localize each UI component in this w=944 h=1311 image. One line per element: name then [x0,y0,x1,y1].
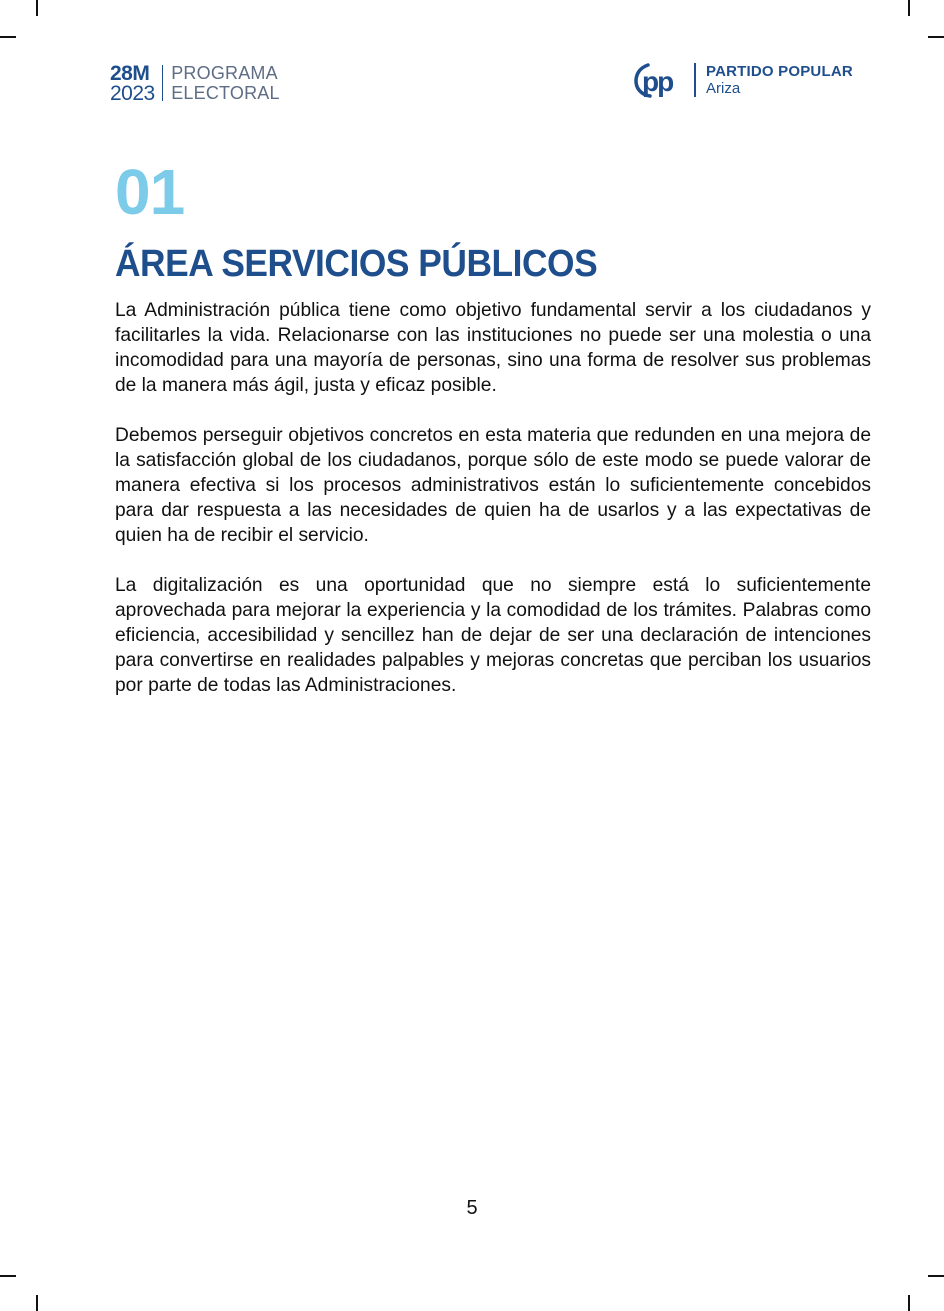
crop-mark-top-right-h [928,36,944,38]
party-divider [694,63,696,97]
party-label [706,64,853,97]
crop-mark-bottom-left-h [0,1275,16,1277]
section-body [115,298,871,723]
crop-mark-top-left-v [36,0,38,16]
svg-text:pp: pp [642,66,673,97]
party-brand [634,60,853,100]
crop-mark-bottom-right-v [908,1295,910,1311]
party-name: PARTIDO POPULAR [706,62,853,80]
crop-mark-bottom-left-v [36,1295,38,1311]
program-line-1: PROGRAMA [171,63,278,83]
campaign-brand [110,63,280,103]
crop-mark-bottom-right-h [928,1275,944,1277]
page-number: 5 [466,1197,478,1219]
campaign-date [110,63,155,104]
campaign-top: 28M [110,61,150,85]
crop-mark-top-right-v [908,0,910,16]
paragraph-3: La digitalización es una oportunidad que no siempre está lo suficientemente aprovechada para mejorar la experiencia y la comodidad de los trámites. Palabras como eficiencia, accesibilidad y sencillez han de dejar de ser una declaración de intenciones para convertirse en realidades palpables y mejoras concretas que perciban los usuarios por parte de todas las Administraciones. [115,575,871,696]
brand-divider [162,65,164,101]
program-line-2: ELECTORAL [171,83,280,103]
program-label [171,64,280,102]
pp-logo-icon [634,61,688,99]
paragraph-1: La Administración pública tiene como objetivo fundamental servir a los ciudadanos y facilitarles la vida. Relacionarse con las instituciones no puede ser una molestia o una incomodidad para una mayoría de personas, sino una forma de resolver sus problemas de la manera más ágil, justa y eficaz posible. [115,300,871,396]
crop-mark-top-left-h [0,36,16,38]
paragraph-2: Debemos perseguir objetivos concretos en esta materia que redunden en una mejora de la satisfacción global de los ciudadanos, porque sólo de este modo se puede valorar de manera efectiva si los procesos administrativos están lo suficientemente concebidos para dar respuesta a las necesidades de quien ha de usarlos y a las expectativas de quien ha de recibir el servicio. [115,425,871,546]
section-title: ÁREA SERVICIOS PÚBLICOS [115,243,598,285]
campaign-year: 2023 [110,81,155,105]
section-number: 01 [115,156,185,228]
party-location: Ariza [706,79,741,97]
